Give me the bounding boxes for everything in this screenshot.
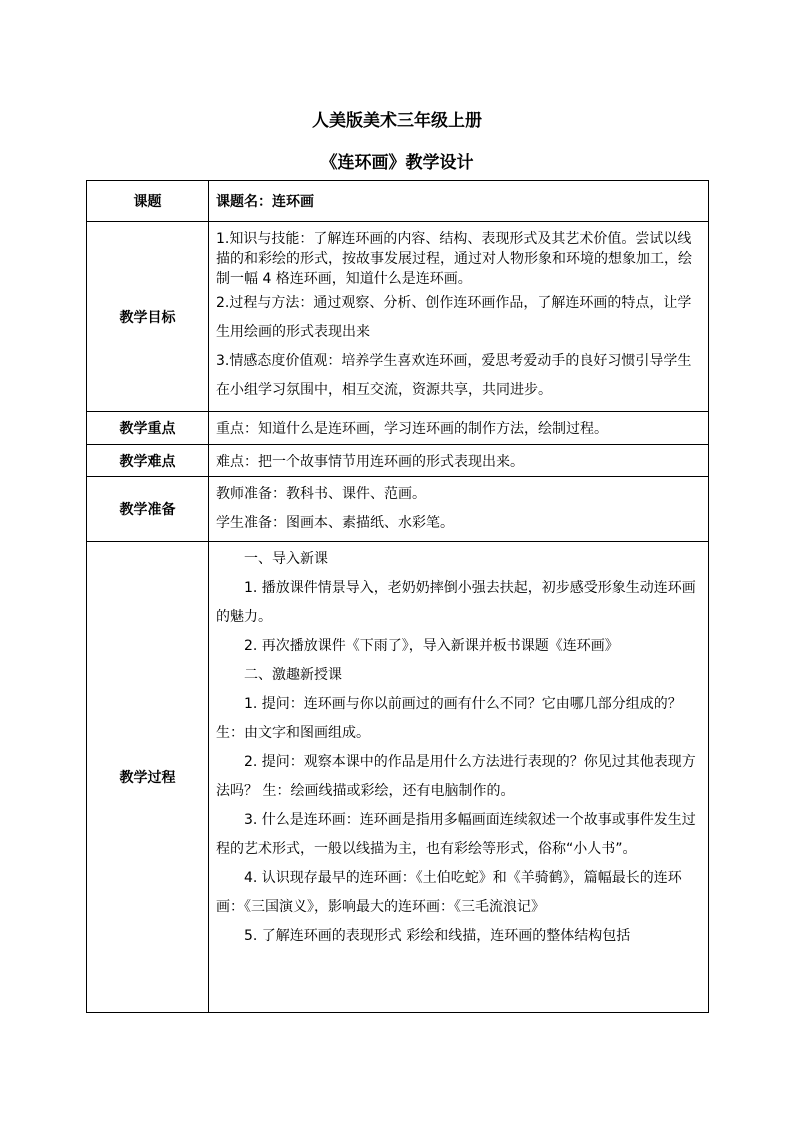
process-item: 1. 提问：连环画与你以前画过的画有什么不同？它由哪几部分组成的？ 生：由文字和图画组成。 <box>216 696 682 741</box>
preparation-cell <box>209 477 709 542</box>
lesson-plan-table <box>86 180 709 1013</box>
row-goals <box>87 222 709 412</box>
goal-knowledge: 1.知识与技能：了解连环画的内容、结构、表现形式及其艺术价值。尝试以线描的和彩绘的形式，按故事发展过程，通过对人物形象和环境的想象加工，绘制一幅 4 格连环画，知道什么是连环画。 <box>216 230 692 287</box>
process-item: 2. 再次播放课件《下雨了》，导入新课并板书课题《连环画》 <box>244 638 619 654</box>
goal-process: 2.过程与方法：通过观察、分析、创作连环画作品，了解连环画的特点，让学生用绘画的形式表现出来 <box>216 294 692 340</box>
label-process: 教学过程 <box>87 542 209 1013</box>
label-key-points: 教学重点 <box>87 412 209 445</box>
goals-cell <box>209 222 709 412</box>
key-points-text: 重点：知道什么是连环画，学习连环画的制作方法，绘制过程。 <box>209 412 709 445</box>
section-intro-heading: 一、导入新课 <box>244 551 328 567</box>
label-topic: 课题 <box>87 181 209 222</box>
topic-text: 课题名：连环画 <box>209 181 709 222</box>
process-item: 1. 播放课件情景导入，老奶奶摔倒小强去扶起，初步感受形象生动连环画的魅力。 <box>216 580 696 625</box>
process-item: 4. 认识现存最早的连环画：《土伯吃蛇》和《羊骑鹤》，篇幅最长的连环画：《三国演义》，影响最大的连环画：《三毛流浪记》 <box>216 870 682 915</box>
row-key-points <box>87 412 709 445</box>
process-item: 3. 什么是连环画：连环画是指用多幅画面连续叙述一个故事或事件发生过程的艺术形式，一般以线描为主，也有彩绘等形式，俗称“小人书”。 <box>216 812 696 857</box>
student-preparation: 学生准备：图画本、素描纸、水彩笔。 <box>216 515 454 531</box>
difficulties-text: 难点：把一个故事情节用连环画的形式表现出来。 <box>209 445 709 477</box>
section-new-lesson-heading: 二、激趣新授课 <box>244 667 342 683</box>
process-item: 5. 了解连环画的表现形式 彩绘和线描，连环画的整体结构包括 <box>244 928 631 944</box>
row-topic <box>87 181 709 222</box>
process-item: 2. 提问：观察本课中的作品是用什么方法进行表现的？你见过其他表现方法吗？ 生：绘画线描或彩绘，还有电脑制作的。 <box>216 754 696 799</box>
row-preparation <box>87 477 709 542</box>
goal-attitude: 3.情感态度价值观：培养学生喜欢连环画，爱思考爱动手的良好习惯引导学生在小组学习氛围中，相互交流，资源共享，共同进步。 <box>216 352 692 398</box>
row-difficulties <box>87 445 709 477</box>
document-subtitle: 《连环画》教学设计 <box>320 153 474 173</box>
teacher-preparation: 教师准备：教科书、课件、范画。 <box>216 486 426 502</box>
label-difficulties: 教学难点 <box>87 445 209 477</box>
row-process <box>87 542 709 1013</box>
document-title: 人美版美术三年级上册 <box>312 111 482 131</box>
label-preparation: 教学准备 <box>87 477 209 542</box>
label-goals: 教学目标 <box>87 222 209 412</box>
process-cell <box>209 542 709 1013</box>
